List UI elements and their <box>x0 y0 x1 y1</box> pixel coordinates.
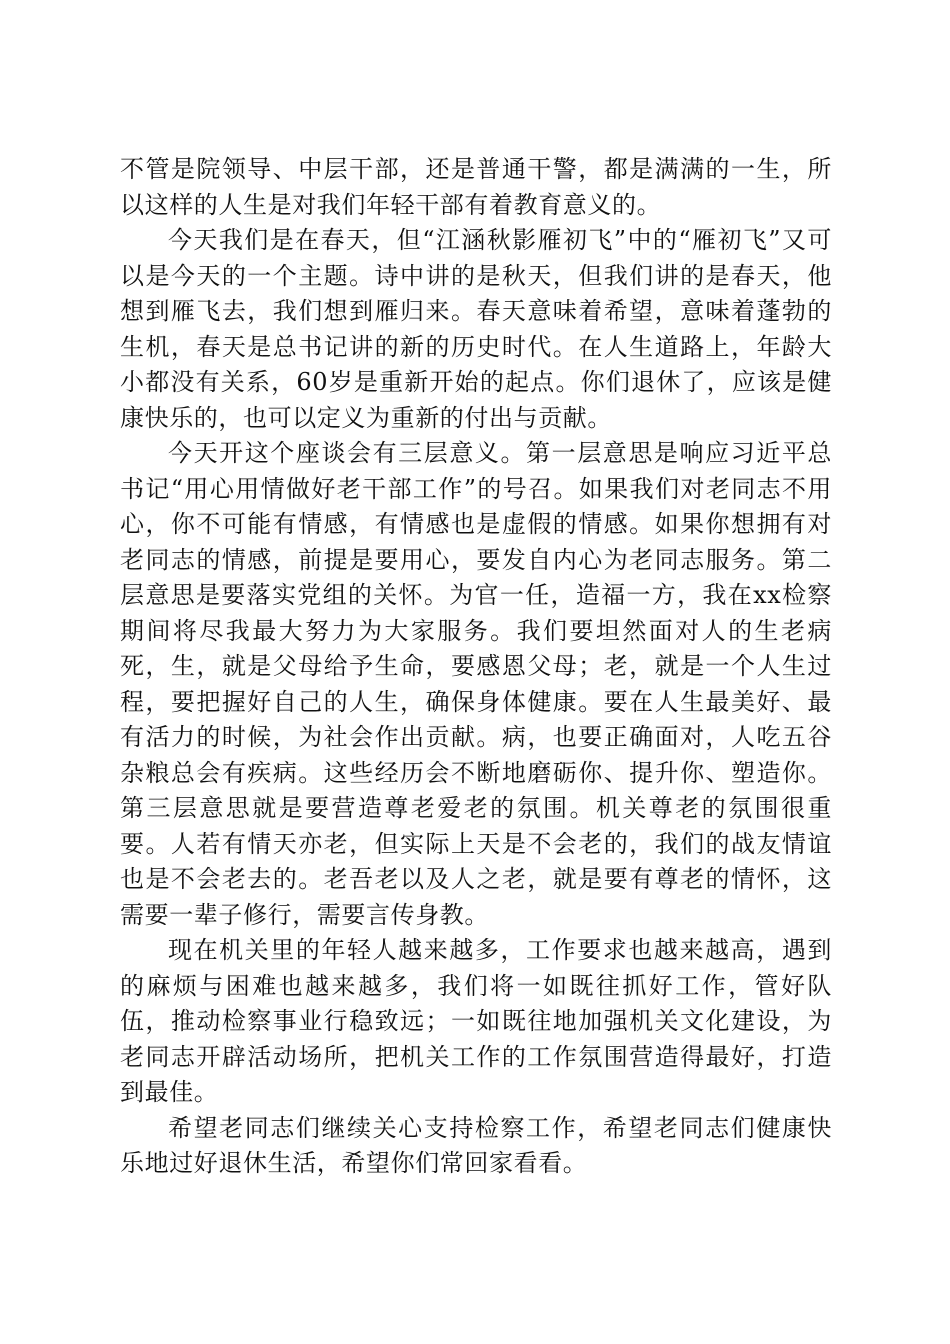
paragraph-2: 今天我们是在春天，但“江涵秋影雁初飞”中的“雁初飞”又可以是今天的一个主题。诗中讲的是秋天，但我们讲的是春天，他想到雁飞去，我们想到雁归来。春天意味着希望，意味着蓬勃的生机，春天是总书记讲的新的历史时代。在人生道路上，年龄大小都没有关系，60岁是重新开始的起点。你们退休了，应该是健康快乐的，也可以定义为重新的付出与贡献。 <box>120 226 832 432</box>
paragraph-3: 今天开这个座谈会有三层意义。第一层意思是响应习近平总书记“用心用情做好老干部工作”的号召。如果我们对老同志不用心，你不可能有情感，有情感也是虚假的情感。如果你想拥有对老同志的情感，前提是要用心，要发自内心为老同志服务。第二层意思是要落实党组的关怀。为官一任，造福一方，我在xx检察期间将尽我最大努力为大家服务。我们要坦然面对人的生老病死，生，就是父母给予生命，要感恩父母；老，就是一个人生过程，要把握好自己的人生，确保身体健康。要在人生最美好、最有活力的时候，为社会作出贡献。病，也要正确面对，人吃五谷杂粮总会有疾病。这些经历会不断地磨砺你、提升你、塑造你。第三层意思就是要营造尊老爱老的氛围。机关尊老的氛围很重要。人若有情天亦老，但实际上天是不会老的，我们的战友情谊也是不会老去的。老吾老以及人之老，就是要有尊老的情怀，这需要一辈子修行，需要言传身教。 <box>120 439 832 929</box>
paragraph-5: 希望老同志们继续关心支持检察工作，希望老同志们健康快乐地过好退休生活，希望你们常回家看看。 <box>120 1113 832 1177</box>
paragraph-1: 不管是院领导、中层干部，还是普通干警，都是满满的一生，所以这样的人生是对我们年轻干部有着教育意义的。 <box>120 155 832 219</box>
paragraph-4: 现在机关里的年轻人越来越多，工作要求也越来越高，遇到的麻烦与困难也越来越多，我们将一如既往抓好工作，管好队伍，推动检察事业行稳致远；一如既往地加强机关文化建设，为老同志开辟活动场所，把机关工作的工作氛围营造得最好，打造到最佳。 <box>120 936 832 1106</box>
document-body <box>120 152 832 1182</box>
